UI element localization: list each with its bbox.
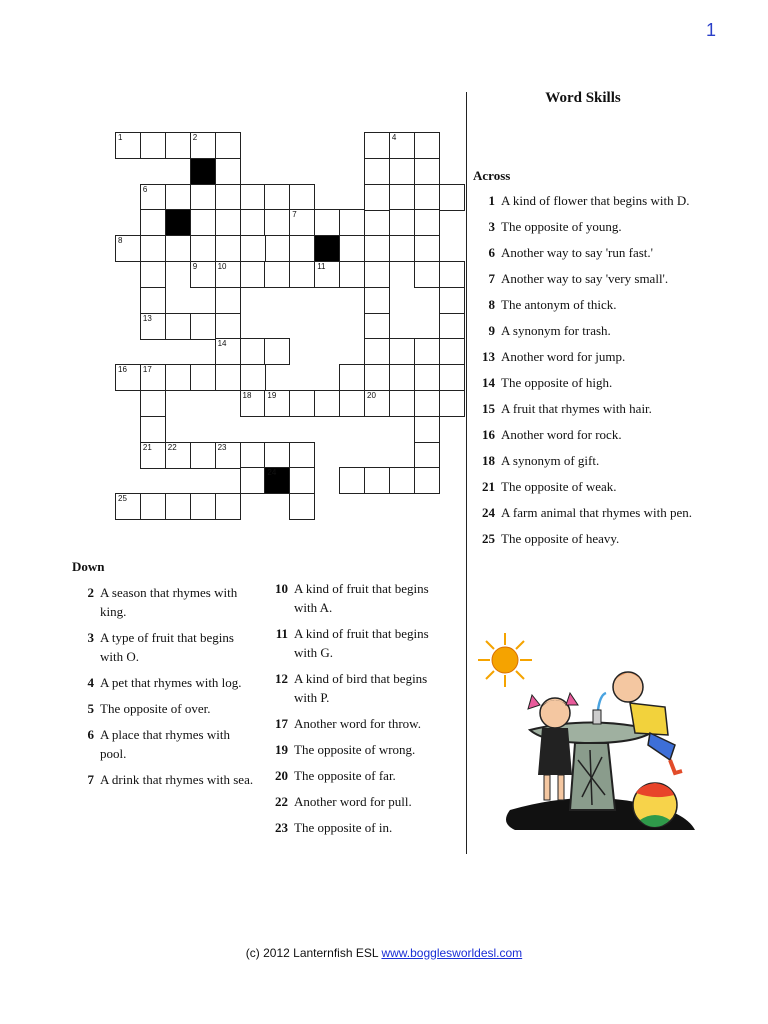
clue-number: 6 (87, 727, 94, 742)
crossword-cell[interactable] (414, 338, 440, 365)
clue-text: A type of fruit that begins with O. (100, 630, 234, 664)
crossword-cell[interactable] (339, 261, 365, 288)
girl-icon (528, 693, 578, 800)
crossword-cell[interactable] (165, 132, 191, 159)
clue-number-label: 10 (217, 262, 227, 271)
crossword-cell[interactable] (215, 261, 241, 288)
crossword-cell[interactable] (364, 467, 390, 494)
crossword-cell[interactable] (389, 158, 415, 185)
clue-number-label: 25 (118, 494, 127, 504)
crossword-black-cell (190, 158, 216, 185)
crossword-cell[interactable] (165, 235, 191, 262)
clue-number: 1 (488, 193, 495, 208)
crossword-cell[interactable] (215, 132, 241, 159)
crossword-cell[interactable] (264, 261, 290, 288)
crossword-cell[interactable] (439, 338, 465, 365)
crossword-cell[interactable] (264, 338, 290, 365)
clue-number-label: 20 (367, 391, 376, 400)
crossword-cell[interactable] (264, 442, 290, 469)
clue-text: The opposite of wrong. (294, 742, 416, 757)
clue-item (266, 818, 451, 837)
clue-number-label: 4 (391, 133, 397, 142)
page-title: Word Skills (545, 90, 621, 106)
clue-text: Another word for jump. (501, 349, 626, 364)
clue-number-label: 11 (317, 262, 326, 271)
crossword-cell[interactable] (364, 338, 390, 365)
clue-item (266, 740, 451, 759)
down-clues-column-1 (72, 583, 257, 796)
clue-number: 8 (488, 297, 495, 312)
crossword-cell[interactable] (240, 209, 266, 236)
crossword-cell[interactable] (165, 313, 191, 340)
crossword-cell[interactable] (240, 184, 266, 211)
crossword-cell[interactable] (364, 364, 390, 391)
clue-text: A pet that rhymes with log. (100, 675, 242, 690)
crossword-cell[interactable] (364, 261, 390, 288)
boy-icon (613, 672, 682, 773)
clue-number-label: 1 (118, 133, 123, 142)
crossword-cell[interactable] (289, 442, 315, 469)
clue-text: Another way to say 'very small'. (501, 271, 669, 286)
clue-number: 15 (482, 401, 495, 416)
clue-number-label: 7 (292, 210, 297, 220)
crossword-cell[interactable] (414, 467, 440, 494)
crossword-cell[interactable] (190, 132, 216, 159)
crossword-cell[interactable] (414, 261, 440, 288)
clue-number-label: 23 (217, 442, 227, 452)
crossword-cell[interactable] (364, 158, 390, 185)
clue-number: 11 (275, 626, 288, 641)
crossword-cell[interactable] (215, 364, 241, 391)
clue-item (72, 770, 257, 789)
clue-number: 16 (482, 427, 495, 442)
clue-number: 23 (275, 820, 288, 835)
crossword-cell[interactable] (190, 209, 216, 236)
clue-item (266, 792, 451, 811)
crossword-cell[interactable] (140, 493, 166, 520)
crossword-cell[interactable] (165, 442, 191, 469)
clue-item (473, 425, 698, 444)
clue-item (473, 451, 698, 470)
clue-item (473, 295, 698, 314)
clue-item (72, 699, 257, 718)
clue-number-label: 17 (142, 365, 152, 375)
crossword-cell[interactable] (115, 364, 141, 391)
crossword-cell[interactable] (289, 184, 315, 211)
crossword-cell[interactable] (215, 338, 241, 365)
clue-number: 14 (482, 375, 495, 390)
crossword-cell[interactable] (339, 390, 365, 417)
crossword-cell[interactable] (364, 132, 390, 159)
clue-number: 24 (482, 505, 495, 520)
crossword-cell[interactable] (190, 184, 216, 211)
crossword-cell[interactable] (339, 209, 365, 236)
crossword-cell[interactable] (215, 493, 241, 520)
clue-number: 25 (482, 531, 495, 546)
sun-icon (478, 633, 532, 687)
crossword-cell[interactable] (414, 364, 440, 391)
clue-number: 4 (87, 675, 94, 690)
clue-text: A kind of fruit that begins with A. (294, 581, 429, 615)
clue-item (473, 373, 698, 392)
clue-item (473, 477, 698, 496)
crossword-cell[interactable] (364, 390, 390, 417)
clue-number: 9 (488, 323, 495, 338)
clue-number: 5 (87, 701, 94, 716)
crossword-cell[interactable] (240, 390, 266, 417)
crossword-cell[interactable] (240, 338, 266, 365)
clue-text: The opposite of young. (501, 219, 622, 234)
crossword-cell[interactable] (190, 364, 216, 391)
clue-number: 7 (488, 271, 495, 286)
crossword-cell[interactable] (364, 184, 390, 211)
crossword-cell[interactable] (140, 261, 166, 288)
clue-number: 3 (488, 219, 495, 234)
crossword-cell[interactable] (240, 261, 266, 288)
crossword-cell[interactable] (240, 467, 266, 494)
clue-text: A season that rhymes with king. (100, 585, 238, 619)
crossword-cell[interactable] (140, 416, 166, 443)
clue-number-label: 2 (192, 133, 198, 142)
crossword-cell[interactable] (240, 235, 266, 262)
page-number: 1 (706, 20, 717, 40)
clue-text: The opposite of weak. (501, 479, 617, 494)
clue-number-label: 13 (142, 313, 152, 323)
crossword-cell[interactable] (389, 390, 415, 417)
crossword-cell[interactable] (165, 493, 191, 520)
crossword-cell[interactable] (264, 209, 290, 236)
clue-number-label: 14 (217, 339, 227, 349)
beach-ball-icon (633, 783, 677, 827)
crossword-cell[interactable] (289, 493, 315, 520)
clue-text: A farm animal that rhymes with pen. (501, 505, 692, 520)
crossword-cell[interactable] (439, 184, 465, 211)
crossword-cell[interactable] (414, 416, 440, 443)
crossword-cell[interactable] (215, 158, 241, 185)
crossword-cell[interactable] (115, 493, 141, 520)
crossword-cell[interactable] (414, 209, 440, 236)
crossword-cell[interactable] (140, 132, 166, 159)
clue-text: A kind of flower that begins with D. (501, 193, 690, 208)
crossword-cell[interactable] (414, 235, 440, 262)
crossword-cell[interactable] (140, 313, 166, 340)
crossword-cell[interactable] (140, 235, 166, 262)
crossword-cell[interactable] (240, 442, 266, 469)
crossword-cell[interactable] (339, 467, 365, 494)
crossword-cell[interactable] (140, 390, 166, 417)
crossword-cell[interactable] (190, 493, 216, 520)
clue-number: 12 (275, 671, 288, 686)
clue-number-label: 9 (192, 262, 198, 271)
clue-text: The opposite of over. (100, 701, 211, 716)
crossword-cell[interactable] (190, 261, 216, 288)
clue-item (473, 321, 698, 340)
clue-item (72, 673, 257, 692)
clue-text: A fruit that rhymes with hair. (501, 401, 652, 416)
clue-item (473, 243, 698, 262)
clue-text: A place that rhymes with pool. (100, 727, 230, 761)
crossword-cell[interactable] (414, 158, 440, 185)
clue-text: The opposite of far. (294, 768, 396, 783)
crossword-cell[interactable] (414, 132, 440, 159)
clue-number-label: 6 (142, 184, 148, 194)
clue-number: 2 (87, 585, 94, 600)
crossword-cell[interactable] (289, 390, 315, 417)
down-clues-column-2 (266, 579, 451, 844)
crossword-cell[interactable] (215, 287, 241, 314)
crossword-cell[interactable] (264, 390, 290, 417)
clue-number: 6 (488, 245, 495, 260)
crossword-cell[interactable] (240, 364, 266, 391)
clue-number: 19 (275, 742, 288, 757)
clue-text: The opposite of high. (501, 375, 613, 390)
clue-text: Another way to say 'run fast.' (501, 245, 653, 260)
crossword-cell[interactable] (215, 209, 241, 236)
clue-item (266, 579, 451, 617)
crossword-cell[interactable] (339, 364, 365, 391)
copyright-text: (c) 2012 Lanternfish ESL (245, 946, 379, 960)
clue-text: A kind of bird that begins with P. (294, 671, 428, 705)
clue-number-label: 24 (267, 468, 277, 478)
clue-number: 18 (482, 453, 495, 468)
crossword-cell[interactable] (439, 313, 465, 340)
clue-text: The opposite of heavy. (501, 531, 620, 546)
clue-number: 22 (275, 794, 288, 809)
crossword-cell[interactable] (314, 261, 340, 288)
across-clues (473, 191, 698, 555)
clue-text: Another word for pull. (294, 794, 412, 809)
clue-number-label: 22 (167, 442, 177, 452)
crossword-cell[interactable] (439, 261, 465, 288)
children-fountain-illustration (470, 625, 705, 840)
clue-text: A synonym of gift. (501, 453, 600, 468)
crossword-cell[interactable] (165, 184, 191, 211)
crossword-cell[interactable] (439, 287, 465, 314)
clue-item (72, 725, 257, 763)
crossword-cell[interactable] (439, 364, 465, 391)
clue-number: 17 (275, 716, 288, 731)
clue-text: Another word for rock. (501, 427, 622, 442)
website-link[interactable]: www.bogglesworldesl.com (381, 946, 523, 960)
clue-text: Another word for throw. (294, 716, 421, 731)
clue-number: 7 (87, 772, 94, 787)
clue-number: 13 (482, 349, 495, 364)
footer (0, 946, 768, 960)
crossword-black-cell (314, 235, 340, 262)
clue-text: A drink that rhymes with sea. (100, 772, 254, 787)
crossword-cell[interactable] (140, 209, 166, 236)
crossword-cell[interactable] (389, 209, 415, 236)
crossword-cell[interactable] (115, 235, 141, 262)
crossword-cell[interactable] (190, 313, 216, 340)
across-heading: Across (473, 168, 511, 183)
clue-item (473, 529, 698, 548)
crossword-cell[interactable] (339, 235, 365, 262)
clue-item (266, 624, 451, 662)
clue-text: A synonym for trash. (501, 323, 611, 338)
crossword-black-cell (165, 209, 191, 236)
clue-text: The opposite of in. (294, 820, 393, 835)
clue-number-label: 16 (118, 365, 127, 375)
crossword-cell[interactable] (364, 235, 390, 262)
clue-number: 21 (482, 479, 495, 494)
crossword-cell[interactable] (414, 184, 440, 211)
crossword-cell[interactable] (439, 390, 465, 417)
crossword-cell[interactable] (140, 364, 166, 391)
clue-text: The antonym of thick. (501, 297, 617, 312)
crossword-cell[interactable] (115, 132, 141, 159)
clue-number: 10 (275, 581, 288, 596)
clue-item (266, 669, 451, 707)
clue-item (473, 503, 698, 522)
clue-number-label: 19 (267, 391, 277, 400)
crossword-cell[interactable] (389, 338, 415, 365)
column-divider (466, 92, 467, 854)
crossword-cell[interactable] (289, 209, 315, 236)
clue-item (266, 714, 451, 733)
crossword-cell[interactable] (165, 364, 191, 391)
clue-number: 3 (87, 630, 94, 645)
crossword-cell[interactable] (289, 235, 315, 262)
crossword-cell[interactable] (215, 184, 241, 211)
crossword-cell[interactable] (190, 442, 216, 469)
clue-item (473, 217, 698, 236)
crossword-cell[interactable] (215, 442, 241, 469)
clue-number-label: 8 (118, 236, 123, 246)
clue-number-label: 21 (142, 442, 152, 452)
crossword-cell[interactable] (314, 390, 340, 417)
crossword-cell[interactable] (140, 442, 166, 469)
clue-item (473, 269, 698, 288)
crossword-cell[interactable] (289, 467, 315, 494)
down-heading: Down (72, 559, 105, 574)
crossword-cell[interactable] (364, 287, 390, 314)
crossword-cell[interactable] (140, 184, 166, 211)
clue-item (72, 583, 257, 621)
clue-item (266, 766, 451, 785)
crossword-cell[interactable] (389, 132, 415, 159)
clue-number: 20 (275, 768, 288, 783)
crossword-cell[interactable] (215, 313, 241, 340)
clue-item (473, 399, 698, 418)
crossword-black-cell (264, 467, 290, 494)
crossword-cell[interactable] (289, 261, 315, 288)
clue-number-label: 18 (242, 391, 252, 400)
clue-text: A kind of fruit that begins with G. (294, 626, 429, 660)
clue-item (473, 347, 698, 366)
crossword-cell[interactable] (140, 287, 166, 314)
crossword-cell[interactable] (414, 442, 440, 469)
crossword-cell[interactable] (389, 467, 415, 494)
crossword-cell[interactable] (264, 184, 290, 211)
crossword-cell[interactable] (314, 209, 340, 236)
crossword-cell[interactable] (364, 313, 390, 340)
crossword-cell[interactable] (389, 235, 415, 262)
crossword-cell[interactable] (389, 364, 415, 391)
clue-item (72, 628, 257, 666)
crossword-cell[interactable] (190, 235, 216, 262)
clue-item (473, 191, 698, 210)
